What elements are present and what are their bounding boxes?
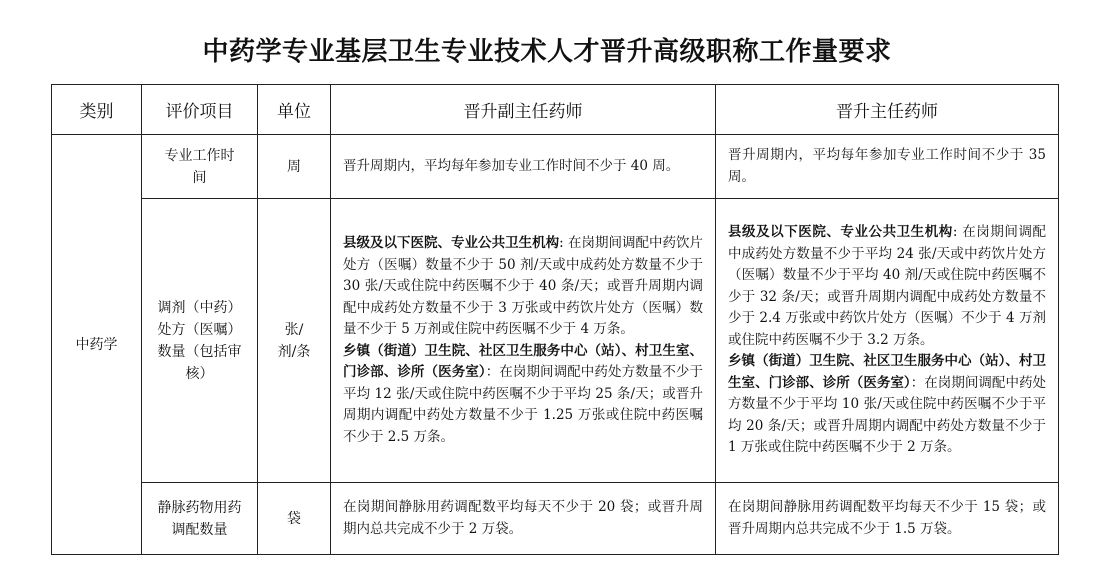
deputy-cell: 在岗期间静脉用药调配数平均每天不少于 20 袋；或晋升周期内总共完成不少于 2 万袋。 bbox=[331, 483, 716, 555]
town-label: 乡镇（街道）卫生院、社区卫生服务中心（站）、村卫生室、门诊部、诊所（医务室） bbox=[728, 353, 1046, 391]
county-label: 县级及以下医院、专业公共卫生机构 bbox=[728, 224, 953, 241]
category-cell: 中药学 bbox=[52, 135, 142, 555]
table-row bbox=[52, 199, 1059, 483]
header-chief: 晋升主任药师 bbox=[716, 85, 1059, 135]
county-label: 县级及以下医院、专业公共卫生机构 bbox=[343, 235, 560, 251]
header-deputy: 晋升副主任药师 bbox=[331, 85, 716, 135]
unit-label: 张/剂/条 bbox=[277, 321, 311, 360]
town-text: ：在岗期间调配中药处方数量不少于平均 12 张/天或住院中药医嘱不少于平均 25 条/天；或晋升周期内调配中药处方数量不少于 1.25 万张或住院中药医嘱不少于 2.5 万条。 bbox=[343, 364, 704, 445]
chief-cell: 在岗期间静脉用药调配数平均每天不少于 15 袋；或晋升周期内总共完成不少于 1.5 万袋。 bbox=[716, 483, 1059, 555]
header-category: 类别 bbox=[52, 85, 142, 135]
table-row bbox=[52, 135, 1059, 199]
item-cell bbox=[142, 483, 258, 555]
header-unit: 单位 bbox=[258, 85, 331, 135]
deputy-cell bbox=[331, 199, 716, 483]
chief-cell: 晋升周期内，平均每年参加专业工作时间不少于 35 周。 bbox=[716, 135, 1059, 199]
deputy-cell: 晋升周期内，平均每年参加专业工作时间不少于 40 周。 bbox=[331, 135, 716, 199]
county-text: : 在岗期间调配中成药处方数量不少于平均 24 张/天或中药饮片处方（医嘱）数量不少于平均 40 剂/天或住院中药医嘱不少于 32 条/天；或晋升周期内调配中成药处方数量不少于 2.4 万张或中药饮片处方（医嘱）不少于 4 万剂或住院中药医嘱不少于 3.2 万条。 bbox=[728, 224, 1046, 348]
unit-cell bbox=[258, 199, 331, 483]
county-paragraph bbox=[728, 222, 1046, 351]
unit-cell: 袋 bbox=[258, 483, 331, 555]
unit-cell: 周 bbox=[258, 135, 331, 199]
item-cell bbox=[142, 135, 258, 199]
county-text: : 在岗期间调配中药饮片处方（医嘱）数量不少于 50 剂/天或中成药处方数量不少于 30 张/天或住院中药医嘱不少于 40 条/天；或晋升周期内调配中成药处方数量不少于 3 万张或中药饮片处方（医嘱）数量不少于 5 万剂或住院中药医嘱不少于 4 万条。 bbox=[343, 235, 704, 337]
page-title: 中药学专业基层卫生专业技术人才晋升高级职称工作量要求 bbox=[202, 37, 892, 67]
table-row bbox=[52, 483, 1059, 555]
town-paragraph bbox=[343, 341, 703, 449]
header-item: 评价项目 bbox=[142, 85, 258, 135]
town-label: 乡镇（街道）卫生院、社区卫生服务中心（站）、村卫生室、门诊部、诊所（医务室） bbox=[343, 342, 703, 380]
item-label: 静脉药物用药调配数量 bbox=[157, 499, 242, 538]
item-label: 专业工作时间 bbox=[164, 147, 235, 186]
county-paragraph bbox=[343, 233, 703, 341]
item-label: 调剂（中药）处方（医嘱）数量（包括审核） bbox=[157, 299, 242, 382]
header-row bbox=[52, 85, 1059, 135]
chief-cell bbox=[716, 199, 1059, 483]
item-cell bbox=[142, 199, 258, 483]
workload-table bbox=[51, 84, 1059, 555]
town-paragraph bbox=[728, 351, 1046, 459]
town-text: ：在岗期间调配中药处方数量不少于平均 10 张/天或住院中药医嘱不少于平均 20 条/天；或晋升周期内调配中药处方数量不少于 1 万张或住院中药医嘱不少于 2 万条。 bbox=[728, 374, 1047, 456]
